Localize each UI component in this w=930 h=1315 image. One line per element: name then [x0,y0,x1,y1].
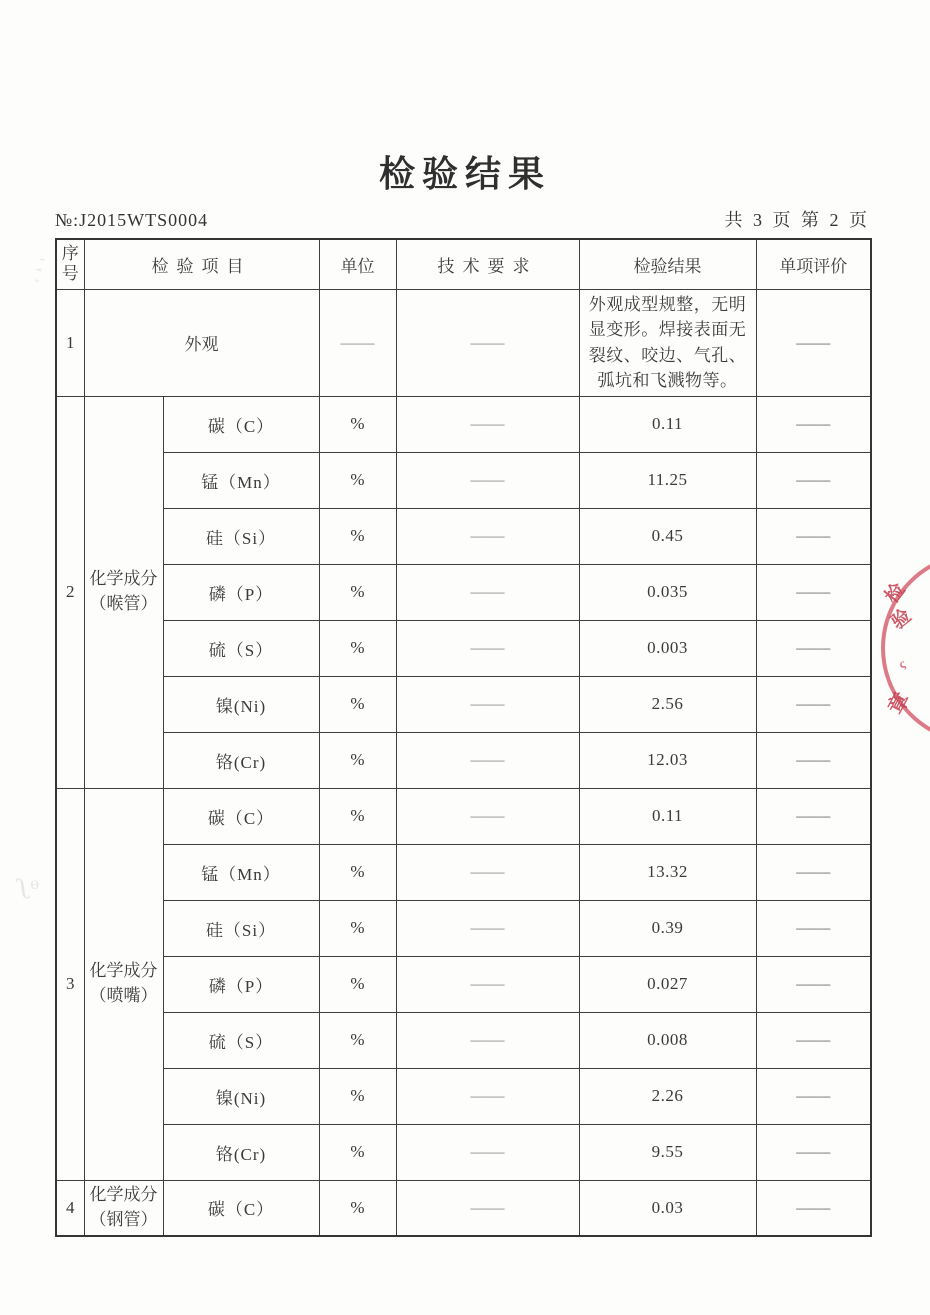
cell-unit: % [319,844,396,900]
cell-evaluation: —— [796,470,831,489]
pencil-smudge: ᵗ ᵞ ᵓ [28,256,49,286]
cell-requirement: —— [470,526,505,545]
cell-evaluation: —— [796,332,831,352]
cell-result: 13.32 [579,844,756,900]
cell-element: 硅（Si） [163,508,319,564]
cell-unit: —— [340,332,375,352]
cell-element: 硅（Si） [163,900,319,956]
cell-result: 0.11 [579,788,756,844]
cell-unit: % [319,732,396,788]
meta-row [55,206,870,232]
cell-unit: % [319,1012,396,1068]
table-row [56,1124,871,1180]
cell-requirement: —— [470,414,505,433]
cell-unit: % [319,1124,396,1180]
cell-element: 锰（Mn） [163,452,319,508]
cell-unit: % [319,564,396,620]
cell-evaluation: —— [796,806,831,825]
cell-unit: % [319,508,396,564]
cell-evaluation: —— [796,414,831,433]
table-row [56,289,871,396]
cell-group-label: 化学成分 （喷嘴） [84,788,163,1180]
cell-result: 外观成型规整，无明显变形。焊接表面无裂纹、咬边、气孔、弧坑和飞溅物等。 [579,289,756,396]
header-inspection-item: 检验项目 [84,239,319,289]
red-seal-character: 检 [881,579,910,608]
cell-requirement: —— [470,470,505,489]
cell-result: 0.03 [579,1180,756,1236]
red-seal-character: 章 [883,688,915,719]
cell-requirement: —— [470,974,505,993]
cell-evaluation: —— [796,974,831,993]
header-unit: 单位 [319,239,396,289]
cell-evaluation: —— [796,694,831,713]
cell-evaluation: —— [796,526,831,545]
cell-requirement: —— [470,638,505,657]
cell-element: 铬(Cr) [163,1124,319,1180]
cell-unit: % [319,452,396,508]
cell-result: 0.027 [579,956,756,1012]
cell-unit: % [319,676,396,732]
cell-serial-no: 3 [56,788,84,1180]
red-seal-character: 验 [887,605,916,634]
table-row [56,956,871,1012]
table-row [56,1068,871,1124]
cell-requirement: —— [470,1142,505,1161]
cell-result: 0.035 [579,564,756,620]
cell-result: 0.11 [579,396,756,452]
cell-result: 9.55 [579,1124,756,1180]
table-row [56,452,871,508]
cell-requirement: —— [470,862,505,881]
cell-result: 0.003 [579,620,756,676]
table-row [56,788,871,844]
cell-element: 碳（C） [163,788,319,844]
header-technical-requirement: 技术要求 [396,239,579,289]
cell-unit: % [319,956,396,1012]
table-row [56,1012,871,1068]
cell-requirement: —— [470,918,505,937]
page-title: 检验结果 [378,154,551,194]
cell-unit: % [319,900,396,956]
cell-evaluation: —— [796,918,831,937]
cell-unit: % [319,1068,396,1124]
cell-result: 0.39 [579,900,756,956]
cell-element: 碳（C） [163,1180,319,1236]
cell-requirement: —— [470,694,505,713]
table-row [56,676,871,732]
table-row [56,620,871,676]
cell-requirement: —— [470,1030,505,1049]
cell-evaluation: —— [796,1030,831,1049]
cell-unit: % [319,620,396,676]
table-row [56,900,871,956]
cell-element: 磷（P） [163,564,319,620]
inspection-results-table [55,238,872,1237]
table-row [56,1180,871,1236]
cell-requirement: —— [470,332,505,352]
cell-evaluation: —— [796,1086,831,1105]
cell-serial-no: 1 [56,289,84,396]
cell-evaluation: —— [796,862,831,881]
table-row [56,732,871,788]
cell-unit: % [319,396,396,452]
cell-element: 磷（P） [163,956,319,1012]
cell-requirement: —— [470,582,505,601]
cell-requirement: —— [470,806,505,825]
cell-evaluation: —— [796,750,831,769]
document-number: №:J2015WTS0004 [55,210,209,230]
cell-requirement: —— [470,1086,505,1105]
cell-result: 0.008 [579,1012,756,1068]
cell-element: 硫（S） [163,620,319,676]
table-row [56,508,871,564]
cell-element: 硫（S） [163,1012,319,1068]
cell-element: 锰（Mn） [163,844,319,900]
table-row [56,396,871,452]
cell-result: 2.26 [579,1068,756,1124]
cell-evaluation: —— [796,1197,831,1217]
cell-result: 12.03 [579,732,756,788]
cell-unit: % [319,1180,396,1236]
header-inspection-result: 检验结果 [579,239,756,289]
cell-result: 11.25 [579,452,756,508]
cell-element: 镍(Ni) [163,1068,319,1124]
cell-requirement: —— [470,1197,505,1217]
table-row [56,564,871,620]
header-serial-no: 序 号 [56,239,84,289]
cell-element: 镍(Ni) [163,676,319,732]
table-row [56,844,871,900]
cell-evaluation: —— [796,1142,831,1161]
cell-element: 铬(Cr) [163,732,319,788]
page-indicator: 共 3 页 第 2 页 [724,210,870,230]
cell-result: 2.56 [579,676,756,732]
cell-group-label: 化学成分 （喉管） [84,396,163,788]
cell-item: 外观 [84,289,319,396]
cell-evaluation: —— [796,638,831,657]
cell-element: 碳（C） [163,396,319,452]
cell-group-label: 化学成分 （钢管） [84,1180,163,1236]
cell-serial-no: 2 [56,396,84,788]
cell-requirement: —— [470,750,505,769]
table-header-row [56,239,871,289]
pencil-smudge: ʅᶱ [15,870,42,907]
cell-result: 0.45 [579,508,756,564]
cell-serial-no: 4 [56,1180,84,1236]
cell-evaluation: —— [796,582,831,601]
header-item-evaluation: 单项评价 [756,239,871,289]
red-seal-character: ς [896,655,907,672]
cell-unit: % [319,788,396,844]
